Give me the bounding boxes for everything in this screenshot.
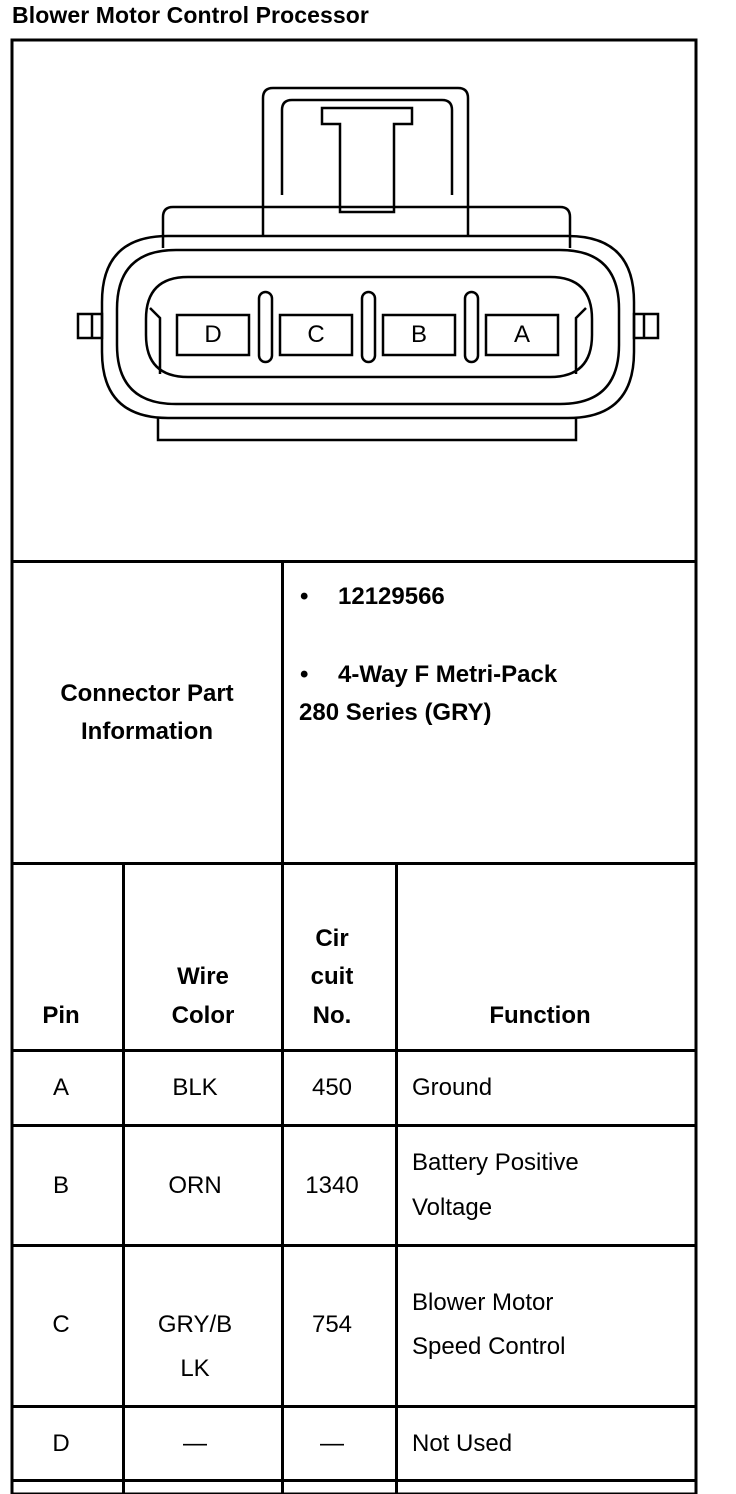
cell-circuit: 450 <box>311 1074 353 1101</box>
cell-pin: B <box>52 1172 69 1199</box>
part-number: 12129566 <box>338 583 445 610</box>
header-wire-color: Color <box>171 1002 235 1029</box>
cell-function: Voltage <box>412 1194 493 1221</box>
divider <box>395 864 398 1494</box>
connector-pin-label: D <box>204 321 222 348</box>
part-info-label: Connector Part <box>60 680 234 707</box>
part-info-label: Information <box>81 718 213 745</box>
connector-pin-label: A <box>513 321 530 348</box>
cell-function: Speed Control <box>412 1333 566 1360</box>
header-function: Function <box>489 1002 591 1029</box>
cell-function: Ground <box>412 1074 493 1101</box>
cell-pin: C <box>52 1311 70 1338</box>
cell-circuit: — <box>320 1430 344 1457</box>
cell-function: Not Used <box>412 1430 513 1457</box>
header-circuit: Cir <box>315 925 349 952</box>
part-description: 280 Series (GRY) <box>299 699 492 726</box>
page-title: Blower Motor Control Processor <box>12 2 369 28</box>
cell-function: Blower Motor <box>412 1289 554 1316</box>
divider <box>12 862 696 865</box>
cell-function: Battery Positive <box>412 1149 579 1176</box>
cell-wire-color: LK <box>180 1355 210 1382</box>
header-circuit: cuit <box>310 963 354 990</box>
divider <box>12 1049 696 1052</box>
divider <box>12 1479 696 1482</box>
part-description: 4-Way F Metri-Pack <box>338 661 558 688</box>
cell-circuit: 754 <box>311 1311 353 1338</box>
cell-pin: D <box>52 1430 70 1457</box>
divider <box>12 1124 696 1127</box>
cell-wire-color: ORN <box>168 1172 222 1199</box>
cell-pin: A <box>52 1074 69 1101</box>
divider <box>12 1244 696 1247</box>
connector-pin-label: B <box>410 321 427 348</box>
header-circuit: No. <box>312 1002 352 1029</box>
divider <box>12 560 696 563</box>
connector-pin-label: C <box>307 321 325 348</box>
cell-circuit: 1340 <box>305 1172 359 1199</box>
bullet: • <box>300 583 309 610</box>
divider <box>12 1405 696 1408</box>
bullet: • <box>300 661 309 688</box>
cell-wire-color: — <box>183 1430 207 1457</box>
cell-wire-color: GRY/B <box>157 1311 233 1338</box>
cell-wire-color: BLK <box>172 1074 218 1101</box>
header-wire-color: Wire <box>177 963 229 990</box>
header-pin: Pin <box>42 1002 80 1029</box>
